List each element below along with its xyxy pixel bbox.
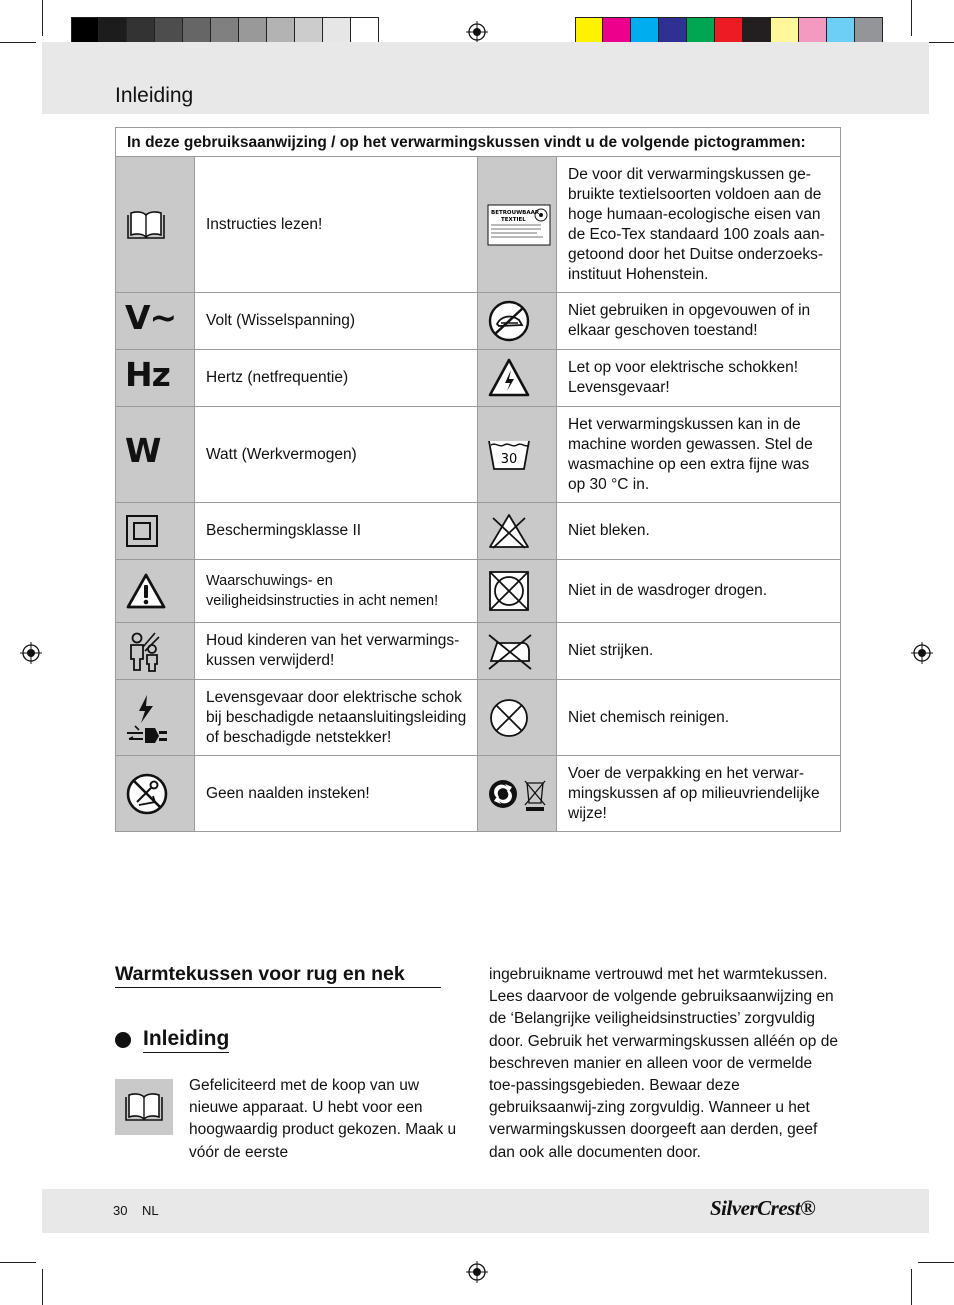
table-row — [116, 560, 841, 623]
pictogram-description: Het verwarmingskussen kan in de machine worden gewassen. Stel de wasmachine op een extra fijne was op 30 °C in. — [557, 407, 841, 503]
icon-cell — [116, 350, 195, 407]
table-row — [116, 503, 841, 560]
crop-mark — [911, 1269, 912, 1305]
icon-cell — [116, 503, 195, 560]
pictogram-description: Niet chemisch reinigen. — [557, 680, 841, 756]
no-iron-icon — [487, 631, 533, 671]
wash-temperature: 30 — [500, 451, 518, 467]
pictogram-description: Beschermingsklasse II — [195, 503, 478, 560]
table-row — [116, 350, 841, 407]
icon-cell — [478, 680, 557, 756]
icon-cell — [478, 560, 557, 623]
electric-shock-warning-icon — [487, 357, 531, 399]
wash-30-icon — [487, 437, 531, 473]
icon-cell — [116, 756, 195, 832]
pictogram-description: Houd kinderen van het verwarmings-kussen verwijderd! — [195, 623, 478, 680]
icon-cell — [116, 157, 195, 293]
table-header: In deze gebruiksaanwijzing / op het verwarmingskussen vindt u de volgende pictogrammen: — [116, 128, 841, 157]
oeko-label-line2: TEXTIEL — [501, 216, 526, 223]
no-tumble-dry-icon — [487, 569, 531, 613]
icon-cell — [116, 293, 195, 350]
oeko-label-line1: BETROUWBAAR — [491, 209, 540, 216]
pictogram-description: De voor dit verwarmingskussen ge-bruikte textielsoorten voldoen aan de hoge humaan-ecologische eisen van de Eco-Tex standaard 100 zoals aan-getoond door het Duitse onderzoeks-instituut Hohenstein. — [557, 157, 841, 293]
crop-mark — [42, 1269, 43, 1305]
section-title: Warmtekussen voor rug en nek — [115, 963, 441, 988]
language-code: NL — [142, 1203, 159, 1218]
bullet-icon — [115, 1032, 131, 1048]
icon-cell — [116, 560, 195, 623]
volt-symbol: V~ — [125, 297, 177, 337]
no-needles-icon — [125, 772, 169, 816]
recycle-weee-icon — [487, 775, 551, 813]
pictogram-description: Voer de verpakking en het verwar-mingskussen af op milieuvriendelijke wijze! — [557, 756, 841, 832]
warning-icon — [125, 572, 167, 610]
pictogram-description: Niet gebruiken in opgevouwen of in elkaar geschoven toestand! — [557, 293, 841, 350]
pictogram-description: Niet bleken. — [557, 503, 841, 560]
table-row — [116, 293, 841, 350]
intro-paragraph-right: ingebruikname vertrouwd met het warmtekussen. Lees daarvoor de volgende gebruiksaanwijzing en de ‘Belangrijke veiligheidsinstructies’ zorgvuldig door. Gebruik het verwarmingskussen alléén op de beschreven manier en alleen voor de vermelde toe-passingsgebieden. Bewaar deze gebruiksaanwij-zing zorgvuldig. Wanneer u het verwarmingskussen doorgeeft aan derden, geef dan ook alle documenten door. — [489, 966, 838, 1161]
table-row — [116, 407, 841, 503]
table-row — [116, 680, 841, 756]
pictogram-description: Niet strijken. — [557, 623, 841, 680]
crop-mark — [0, 42, 36, 43]
oeko-tex-label-icon — [487, 204, 551, 246]
pictogram-description: Levensgevaar door elektrische schok bij beschadigde netaansluitingsleiding of beschadigde netstekker! — [195, 680, 478, 756]
icon-cell — [116, 680, 195, 756]
icon-cell — [478, 407, 557, 503]
crop-mark — [0, 1262, 36, 1263]
watt-symbol: W — [125, 431, 161, 470]
table-header-row — [116, 128, 841, 157]
child-warning-icon — [125, 629, 165, 673]
protection-class-2-icon — [125, 514, 159, 548]
book-icon — [125, 208, 167, 242]
registration-mark-icon — [466, 1261, 488, 1283]
pictogram-description: Volt (Wisselspanning) — [195, 293, 478, 350]
no-dry-clean-icon — [487, 696, 531, 740]
registration-mark-icon — [466, 21, 488, 43]
page-title: Inleiding — [115, 84, 194, 107]
table-row — [116, 157, 841, 293]
icon-cell — [478, 350, 557, 407]
page-number: 30 — [113, 1203, 128, 1218]
icon-cell — [478, 503, 557, 560]
intro-paragraph-left: Gefeliciteerd met de koop van uw nieuwe apparaat. U hebt voor een hoogwaardig product gekozen. Maak u vóór de eerste — [189, 1077, 457, 1161]
crop-mark — [918, 1262, 954, 1263]
icon-cell — [478, 756, 557, 832]
icon-cell — [478, 157, 557, 293]
pictogram-description: Let op voor elektrische schokken! Levensgevaar! — [557, 350, 841, 407]
hertz-symbol: Hz — [125, 354, 170, 394]
icon-cell — [116, 623, 195, 680]
pictogram-description: Waarschuwings- en veiligheidsinstructies in acht nemen! — [195, 560, 478, 623]
table-row — [116, 623, 841, 680]
damaged-plug-icon — [125, 693, 173, 743]
pictogram-description: Geen naalden insteken! — [195, 756, 478, 832]
brand-logo: SilverCrest® — [710, 1196, 816, 1220]
subsection-title: Inleiding — [143, 1027, 229, 1053]
registration-mark-icon — [20, 642, 42, 664]
icon-cell — [478, 623, 557, 680]
pictogram-description: Niet in de wasdroger drogen. — [557, 560, 841, 623]
pictogram-description: Instructies lezen! — [195, 157, 478, 293]
icon-cell — [478, 293, 557, 350]
no-folded-icon — [487, 299, 531, 343]
pictogram-description: Watt (Werkvermogen) — [195, 407, 478, 503]
book-icon — [122, 1090, 166, 1124]
crop-mark — [42, 0, 43, 36]
pictogram-description: Hertz (netfrequentie) — [195, 350, 478, 407]
book-icon-box — [115, 1079, 173, 1135]
pictogram-table — [115, 127, 841, 832]
icon-cell — [116, 407, 195, 503]
registration-mark-icon — [911, 642, 933, 664]
no-bleach-icon — [487, 512, 531, 550]
table-row — [116, 756, 841, 832]
crop-mark — [911, 0, 912, 36]
